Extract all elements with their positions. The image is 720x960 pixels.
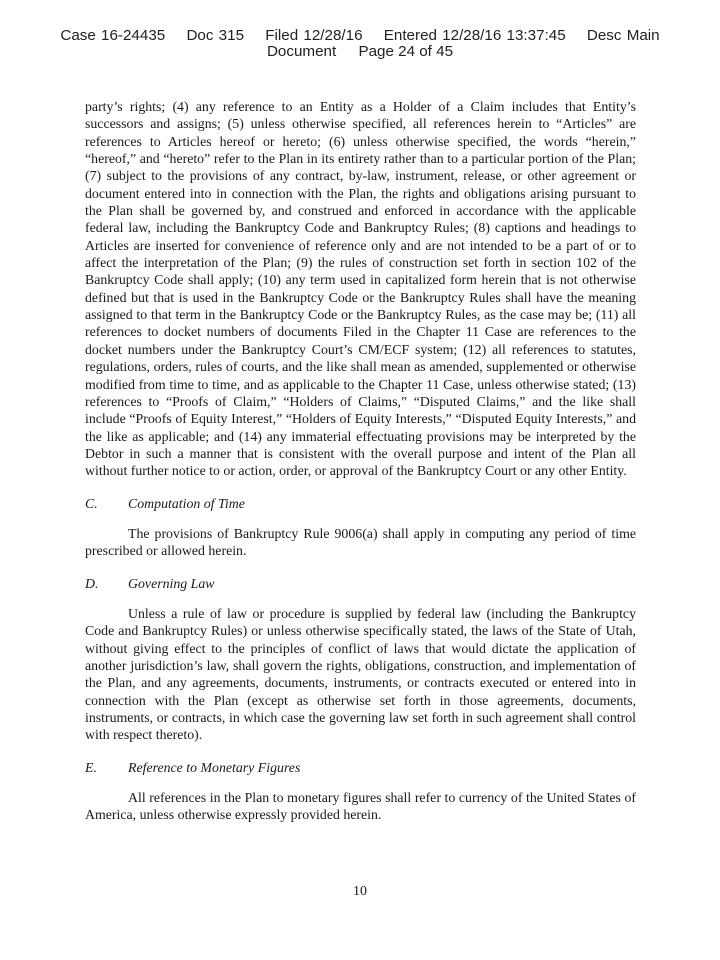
section-title: Reference to Monetary Figures <box>128 759 301 775</box>
filed-date: Filed 12/28/16 <box>265 27 363 44</box>
page-of-total: Page 24 of 45 <box>358 43 454 60</box>
court-filing-header <box>0 28 720 60</box>
document-label: Document <box>266 43 337 60</box>
case-number: Case 16-24435 <box>60 27 166 44</box>
section-title: Computation of Time <box>128 495 245 511</box>
section-heading-d <box>85 575 636 592</box>
section-paragraph-c: The provisions of Bankruptcy Rule 9006(a) shall apply in computing any period of time prescribed or allowed herein. <box>85 525 636 559</box>
filing-stamp-line-2 <box>0 44 720 60</box>
section-heading-c <box>85 495 636 512</box>
section-letter: C. <box>85 495 98 511</box>
section-paragraph-e: All references in the Plan to monetary figures shall refer to currency of the United States of America, unless otherwise expressly provided herein. <box>85 790 636 823</box>
desc-label: Desc Main <box>586 27 660 44</box>
section-paragraph-d: Unless a rule of law or procedure is supplied by federal law (including the Bankruptcy Code and Bankruptcy Rules) or unless otherwise specifically stated, the laws of the State of Utah, without giving effect to the principles of conflict of laws that would dictate the application of another jurisdiction’s law, shall govern the rights, obligations, construction, and implementation of the Plan, and any agreements, documents, instruments, or contracts executed or entered into in connection with the Plan (except as otherwise set forth in those agreements, documents, instruments, or contracts, in which case the governing law set forth in such agreement shall control with respect thereto). <box>85 605 636 743</box>
section-title: Governing Law <box>128 575 215 591</box>
page-number: 10 <box>353 884 367 899</box>
section-letter: E. <box>85 759 97 775</box>
intro-paragraph: party’s rights; (4) any reference to an Entity as a Holder of a Claim includes that Entity’s successors and assigns; (5) unless otherwise specified, all references herein to “Articles” are references to Articles hereof or hereto; (6) unless otherwise specified, the words “herein,” “hereof,” and “hereto” refer to the Plan in its entirety rather than to a particular portion of the Plan; (7) subject to the provisions of any contract, by-law, instrument, release, or other agreement or document entered into in connection with the Plan, the rights and obligations arising pursuant to the Plan shall be governed by, and construed and enforced in accordance with the applicable federal law, including the Bankruptcy Code and Bankruptcy Rules; (8) captions and headings to Articles are inserted for convenience of reference only and are not intended to be a part of or to affect the interpretation of the Plan; (9) the rules of construction set forth in section 102 of the Bankruptcy Code shall apply; (10) any term used in capitalized form herein that is not otherwise defined but that is used in the Bankruptcy Code or the Bankruptcy Rules shall have the meaning assigned to that term in the Bankruptcy Code or the Bankruptcy Rules, as the case may be; (11) all references to docket numbers of documents Filed in the Chapter 11 Case are references to the docket numbers under the Bankruptcy Court’s CM/ECF system; (12) all references to statutes, regulations, orders, rules of courts, and the like shall mean as amended, supplemented or otherwise modified from time to time, and as applicable to the Chapter 11 Case, unless otherwise stated; (13) references to “Proofs of Claim,” “Holders of Claims,” “Disputed Claims,” and the like shall include “Proofs of Equity Interest,” “Holders of Equity Interests,” “Disputed Equity Interests,” and the like as applicable; and (14) any immaterial effectuating provisions may be interpreted by the Debtor in such a manner that is consistent with the overall purpose and intent of the Plan all without further notice to or action, order, or approval of the Bankruptcy Court or any other Entity. <box>85 99 636 479</box>
doc-number: Doc 315 <box>186 27 245 44</box>
entered-date: Entered 12/28/16 13:37:45 <box>383 27 566 44</box>
section-heading-e <box>85 759 636 776</box>
filing-stamp-line-1 <box>0 28 720 44</box>
page-body <box>85 98 636 824</box>
section-letter: D. <box>85 575 99 591</box>
